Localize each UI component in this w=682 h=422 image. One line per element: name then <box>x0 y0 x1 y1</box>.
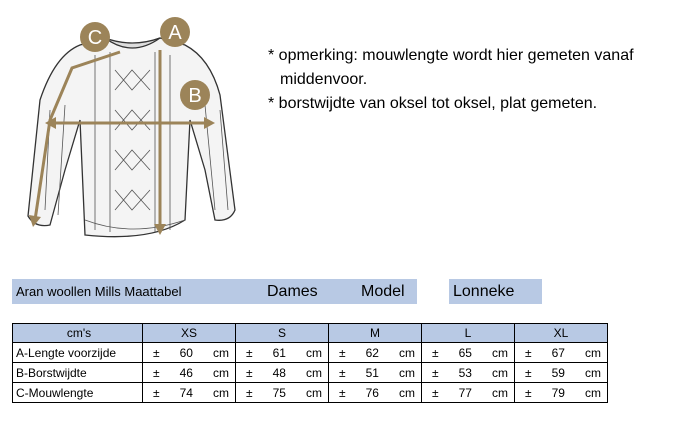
unit-label: cm <box>213 365 229 380</box>
measurement-cell <box>143 343 236 363</box>
svg-text:A: A <box>168 22 182 44</box>
sweater-illustration <box>10 10 255 250</box>
size-header-row <box>13 324 608 343</box>
svg-text:C: C <box>87 27 103 49</box>
model-name-box <box>449 279 542 304</box>
unit-label: cm <box>492 385 508 400</box>
marker-a <box>160 17 190 47</box>
measurement-value: 60 <box>179 345 193 360</box>
unit-label: cm <box>399 345 415 360</box>
measurement-value: 46 <box>179 365 193 380</box>
unit-label: cm <box>585 365 601 380</box>
marker-b <box>180 80 210 110</box>
size-header-s: S <box>236 324 329 343</box>
plusminus-sign: ± <box>339 365 346 380</box>
row-label: C-Mouwlengte <box>13 383 143 403</box>
plusminus-sign: ± <box>246 345 253 360</box>
model-label: Model <box>361 282 405 300</box>
plusminus-sign: ± <box>525 385 532 400</box>
measurement-cell <box>422 363 515 383</box>
brand-title: Aran woollen Mills Maattabel <box>16 284 182 299</box>
measurement-cell <box>236 343 329 363</box>
measurement-value: 53 <box>458 365 472 380</box>
unit-label: cm <box>306 385 322 400</box>
plusminus-sign: ± <box>432 385 439 400</box>
unit-label: cm <box>492 345 508 360</box>
measurement-cell <box>329 383 422 403</box>
unit-label: cm <box>399 365 415 380</box>
measurement-notes <box>268 44 634 116</box>
measurement-value: 76 <box>365 385 379 400</box>
svg-text:B: B <box>188 85 202 107</box>
measurement-value: 48 <box>272 365 286 380</box>
measurement-value: 77 <box>458 385 472 400</box>
plusminus-sign: ± <box>339 345 346 360</box>
measurement-value: 74 <box>179 385 193 400</box>
measurement-cell <box>143 383 236 403</box>
size-table <box>12 323 608 403</box>
row-label: A-Lengte voorzijde <box>13 343 143 363</box>
plusminus-sign: ± <box>153 365 160 380</box>
unit-label: cm <box>399 385 415 400</box>
note-sleeve-length: * opmerking: mouwlengte wordt hier gemeten vanaf <box>268 47 634 64</box>
table-row <box>13 343 608 363</box>
note-chest-width: * borstwijdte van oksel tot oksel, plat gemeten. <box>268 95 598 112</box>
measurement-cell <box>422 383 515 403</box>
measurement-value: 51 <box>365 365 379 380</box>
plusminus-sign: ± <box>339 385 346 400</box>
measurement-value: 61 <box>272 345 286 360</box>
measurement-cell <box>329 343 422 363</box>
measurement-value: 67 <box>551 345 565 360</box>
unit-label: cm <box>585 385 601 400</box>
measurement-value: 65 <box>458 345 472 360</box>
unit-label: cm <box>306 365 322 380</box>
unit-label: cm <box>492 365 508 380</box>
unit-header: cm's <box>13 324 143 343</box>
measurement-cell <box>236 363 329 383</box>
table-row <box>13 383 608 403</box>
measurement-cell <box>515 383 608 403</box>
measurement-value: 75 <box>272 385 286 400</box>
measurement-value: 62 <box>365 345 379 360</box>
plusminus-sign: ± <box>525 365 532 380</box>
plusminus-sign: ± <box>525 345 532 360</box>
measurement-cell <box>515 363 608 383</box>
plusminus-sign: ± <box>432 365 439 380</box>
table-row <box>13 363 608 383</box>
unit-label: cm <box>585 345 601 360</box>
size-header-xs: XS <box>143 324 236 343</box>
size-chart-title-bar <box>12 279 417 304</box>
measurement-cell <box>422 343 515 363</box>
plusminus-sign: ± <box>246 365 253 380</box>
plusminus-sign: ± <box>153 345 160 360</box>
measurement-value: 79 <box>551 385 565 400</box>
measurement-cell <box>143 363 236 383</box>
sweater-outline <box>28 38 235 237</box>
marker-c <box>80 22 110 52</box>
size-header-l: L <box>422 324 515 343</box>
unit-label: cm <box>306 345 322 360</box>
plusminus-sign: ± <box>153 385 160 400</box>
gender-label: Dames <box>267 282 318 300</box>
measurement-cell <box>236 383 329 403</box>
unit-label: cm <box>213 385 229 400</box>
measurement-cell <box>515 343 608 363</box>
model-name: Lonneke <box>453 282 515 300</box>
unit-label: cm <box>213 345 229 360</box>
size-header-m: M <box>329 324 422 343</box>
plusminus-sign: ± <box>432 345 439 360</box>
size-header-xl: XL <box>515 324 608 343</box>
measurement-value: 59 <box>551 365 565 380</box>
note-sleeve-length-cont: middenvoor. <box>280 71 368 88</box>
measurement-cell <box>329 363 422 383</box>
row-label: B-Borstwijdte <box>13 363 143 383</box>
plusminus-sign: ± <box>246 385 253 400</box>
